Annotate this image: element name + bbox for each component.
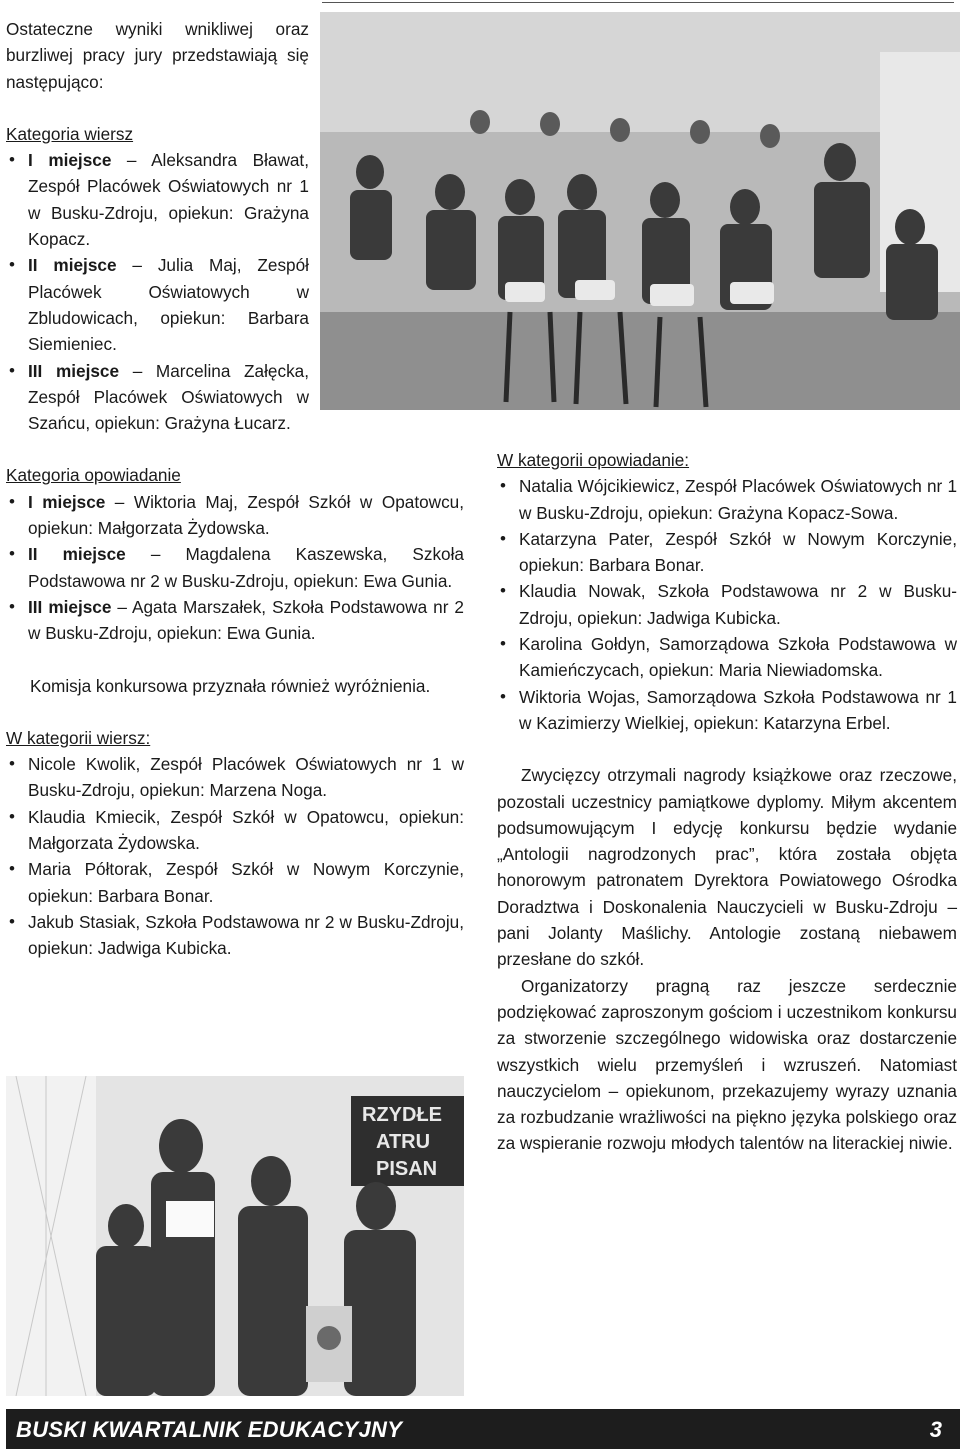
poetry-distinctions-heading: W kategorii wiersz: bbox=[6, 727, 151, 748]
list-item: • Maria Półtorak, Zespół Szkół w Nowym Korczynie, opiekun: Barbara Bonar. bbox=[6, 856, 464, 909]
distinctions-intro: Komisja konkursowa przyznała również wyróżnienia. bbox=[30, 675, 431, 696]
list-item: • III miejsce – Marcelina Załęcka, Zespół Placówek Oświatowych w Szańcu, opiekun: Grażyna Łucarz. bbox=[6, 358, 309, 437]
sign-line-2: ATRU bbox=[376, 1131, 431, 1153]
list-item: • II miejsce – Magdalena Kaszewska, Szkoła Podstawowa nr 2 w Busku-Zdroju, opiekun: Ewa Gunia. bbox=[6, 541, 464, 594]
list-item: • Klaudia Nowak, Szkoła Podstawowa nr 2 w Busku-Zdroju, opiekun: Jadwiga Kubicka. bbox=[497, 578, 957, 631]
sign-line-1: RZYDŁE bbox=[362, 1104, 442, 1126]
intro-text: Ostateczne wyniki wnikliwej oraz burzliwej pracy jury przedstawiają się następująco: bbox=[6, 19, 309, 92]
list-item: • Jakub Stasiak, Szkoła Podstawowa nr 2 w Busku-Zdroju, opiekun: Jadwiga Kubicka. bbox=[6, 909, 464, 962]
list-item: • I miejsce – Aleksandra Bławat, Zespół Placówek Oświatowych nr 1 w Busku-Zdroju, opiekun: Grażyna Kopacz. bbox=[6, 147, 309, 252]
list-item: • Klaudia Kmiecik, Zespół Szkół w Opatowcu, opiekun: Małgorzata Żydowska. bbox=[6, 804, 464, 857]
poetry-results-list bbox=[6, 147, 309, 436]
sign-line-3: PISAN bbox=[376, 1158, 438, 1180]
poetry-category-heading: Kategoria wiersz bbox=[6, 123, 134, 144]
list-item: • III miejsce – Agata Marszałek, Szkoła Podstawowa nr 2 w Busku-Zdroju, opiekun: Ewa Gunia. bbox=[6, 594, 464, 647]
awards-paragraph: Zwycięzcy otrzymali nagrody książkowe oraz rzeczowe, pozostali uczestnicy pamiątkowe dyplomy. Miłym akcentem podsumowującym I edycję konkursu będzie wydanie „Antologii nagrodzonych prac”, która została objęta honorowym patronatem Dyrektora Powiatowego Ośrodka Doradztwa i Doskonalenia Nauczycieli w Busku-Zdroju – pani Jolanty Maślichy. Antologie zostaną niebawem przesłane do szkół. bbox=[497, 765, 957, 970]
story-distinctions-list bbox=[497, 473, 957, 736]
footer-title: BUSKI KWARTALNIK EDUKACYJNY bbox=[16, 1417, 403, 1442]
page-footer bbox=[6, 1409, 960, 1449]
page-number: 3 bbox=[929, 1417, 942, 1442]
story-results-list bbox=[6, 489, 464, 647]
poetry-distinctions-list bbox=[6, 751, 464, 961]
list-item: • Nicole Kwolik, Zespół Placówek Oświatowych nr 1 w Busku-Zdroju, opiekun: Marzena Noga. bbox=[6, 751, 464, 804]
list-item: • Wiktoria Wojas, Samorządowa Szkoła Podstawowa nr 1 w Kazimierzy Wielkiej, opiekun: Katarzyna Erbel. bbox=[497, 684, 957, 737]
top-rule bbox=[322, 2, 954, 3]
thanks-paragraph: Organizatorzy pragną raz jeszcze serdecznie podziękować zaproszonym gościom i uczestnikom konkursu za stworzenie szczególnego widowiska oraz dostarczenie wszystkich wielu przemyśleń i wzruszeń. Natomiast nauczycielom – opiekunom, przekazujemy wyrazy uznania za rozbudzanie wrażliwości na piękno języka polskiego oraz za wspieranie rozwoju młodych talentów na literackiej niwie. bbox=[497, 975, 957, 1154]
story-distinctions-heading: W kategorii opowiadanie: bbox=[497, 450, 690, 470]
list-item: • Natalia Wójcikiewicz, Zespół Placówek Oświatowych nr 1 w Busku-Zdroju, opiekun: Grażyna Kopacz-Sowa. bbox=[497, 473, 957, 526]
list-item: • II miejsce – Julia Maj, Zespół Placówek Oświatowych w Zbludowicach, opiekun: Barbara Siemieniec. bbox=[6, 252, 309, 357]
list-item: • Katarzyna Pater, Zespół Szkół w Nowym Korczynie, opiekun: Barbara Bonar. bbox=[497, 526, 957, 579]
list-item: • Karolina Gołdyn, Samorządowa Szkoła Podstawowa w Kamieńczycach, opiekun: Maria Niewiadomska. bbox=[497, 631, 957, 684]
list-item: • I miejsce – Wiktoria Maj, Zespół Szkół w Opatowcu, opiekun: Małgorzata Żydowska. bbox=[6, 489, 464, 542]
right-column bbox=[497, 447, 957, 1157]
left-column bbox=[6, 16, 464, 962]
award-ceremony-photo bbox=[6, 1076, 464, 1396]
story-category-heading: Kategoria opowiadanie bbox=[6, 465, 181, 486]
